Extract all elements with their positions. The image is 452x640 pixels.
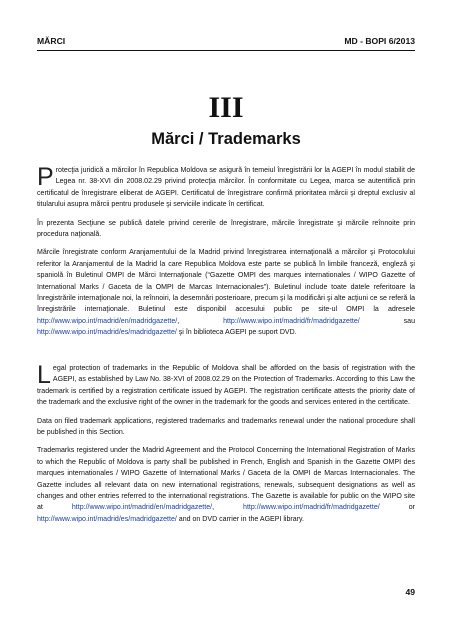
en-paragraph-protection-text: egal protection of trademarks in the Republic of Moldova shall be afforded on the basis of registration with the AGEPI, as established by Law No. 38-XVI of 2008.02.29 on the Protection of Trademarks. According to this Law the trademark is certified by a registration certificate issued by AGEPI. The registration certificate attests the priority date of the trademark and the exclusive right of the owner in the trademark for the goods and services entered in the certificate. [37, 365, 415, 407]
en-paragraph-madrid [37, 445, 415, 525]
en-madrid-text: Trademarks registered under the Madrid Agreement and the Protocol Concerning the International Registration of Marks to which the Republic of Moldova is party shall be published in French, English and Spanish in the Gazette OMPI des marques internationales / WIPO Gazette of International Marks / Gaceta de la OMPI de Marcas Internacionales. The Gazette includes all relevant data on new international registrations, renewals, subsequent designations as well as changes and other entries referred to the international registrations. The Gazette is available for public on the WIPO site at [37, 447, 415, 512]
ro-paragraph-madrid [37, 247, 415, 338]
ro-drop-cap: P [37, 163, 54, 191]
section-title: Mărci / Trademarks [151, 130, 301, 148]
en-drop-cap: L [37, 361, 51, 389]
section-number: III [208, 91, 244, 124]
header-bulletin-id: MD - BOPI 6/2013 [344, 36, 415, 46]
en-sep-or: or [408, 504, 415, 512]
header-rule [37, 50, 415, 51]
en-link-es[interactable]: http://www.wipo.int/madrid/es/madridgazette/ [37, 515, 177, 523]
en-link-fr[interactable]: http://www.wipo.int/madrid/fr/madridgazette/ [243, 504, 380, 512]
ro-link-fr[interactable]: http://www.wipo.int/madrid/fr/madridgazette/ [223, 317, 360, 325]
page-number: 49 [405, 587, 415, 597]
ro-madrid-end: şi în biblioteca AGEPI pe suport DVD. [176, 329, 297, 337]
romanian-text-block [37, 165, 415, 346]
en-paragraph-section: Data on filed trademark applications, registered trademarks and trademarks renewal under the national procedure shall be published in this Section. [37, 417, 415, 437]
ro-paragraph-section: În prezenta Secţiune se publică datele privind cererile de înregistrare, mărcile înregistrate şi mărcile reînnoite prin procedura naţională. [37, 219, 415, 239]
ro-paragraph-protection [37, 165, 415, 211]
en-sep-comma: , [212, 504, 215, 512]
en-link-en[interactable]: http://www.wipo.int/madrid/en/madridgazette/ [71, 504, 213, 512]
en-madrid-end: and on DVD carrier in the AGEPI library. [176, 515, 304, 523]
ro-paragraph-protection-text: rotecţia juridică a mărcilor în Republica Moldova se asigură în temeiul înregistrării lor la AGEPI în modul stabilit de Legea nr. 38-XVI din 2008.02.29 privind protecţia mărcilor. În conformitate cu Legea, marca se autentifică prin certificatul de înregistrare eliberat de AGEPI. Certificatul de înregistrare confirmă prioritatea mărcii şi dreptul exclusiv al titularului asupra mărcii pentru produsele şi serviciile indicate în certificat. [37, 167, 415, 209]
ro-sep-or: sau [403, 317, 415, 325]
ro-madrid-text: Mărcile înregistrate conform Aranjamentului de la Madrid privind înregistrarea internaţională a mărcilor şi Protocolului referitor la Aranjamentul de la Madrid la care Republica Moldova este parte se publică în limbile franceză, engleză şi spaniolă în Buletinul OMPI de Mărci Internaţionale (“Gazette OMPI des marques internationales / WIPO Gazette of International Marks / Gaceta de la OMPI de Marcas Internacionales”). Buletinul include toate datele referitoare la înregistrările internaţionale noi, la reînnoiri, la desemnări posterioare, precum şi la modificări şi alte acţiuni ce se referă la înregistrările internaţionale. Buletinul este disponibil accesului public pe site-ul OMPI la adresele [37, 249, 415, 314]
ro-link-en[interactable]: http://www.wipo.int/madrid/en/madridgazette/ [37, 317, 178, 325]
english-text-block [37, 363, 415, 532]
ro-link-es[interactable]: http://www.wipo.int/madrid/es/madridgazette/ [37, 329, 177, 337]
running-header [37, 36, 415, 50]
en-paragraph-protection [37, 363, 415, 409]
header-section-name: MĂRCI [37, 36, 66, 46]
ro-sep-comma: , [177, 317, 180, 325]
